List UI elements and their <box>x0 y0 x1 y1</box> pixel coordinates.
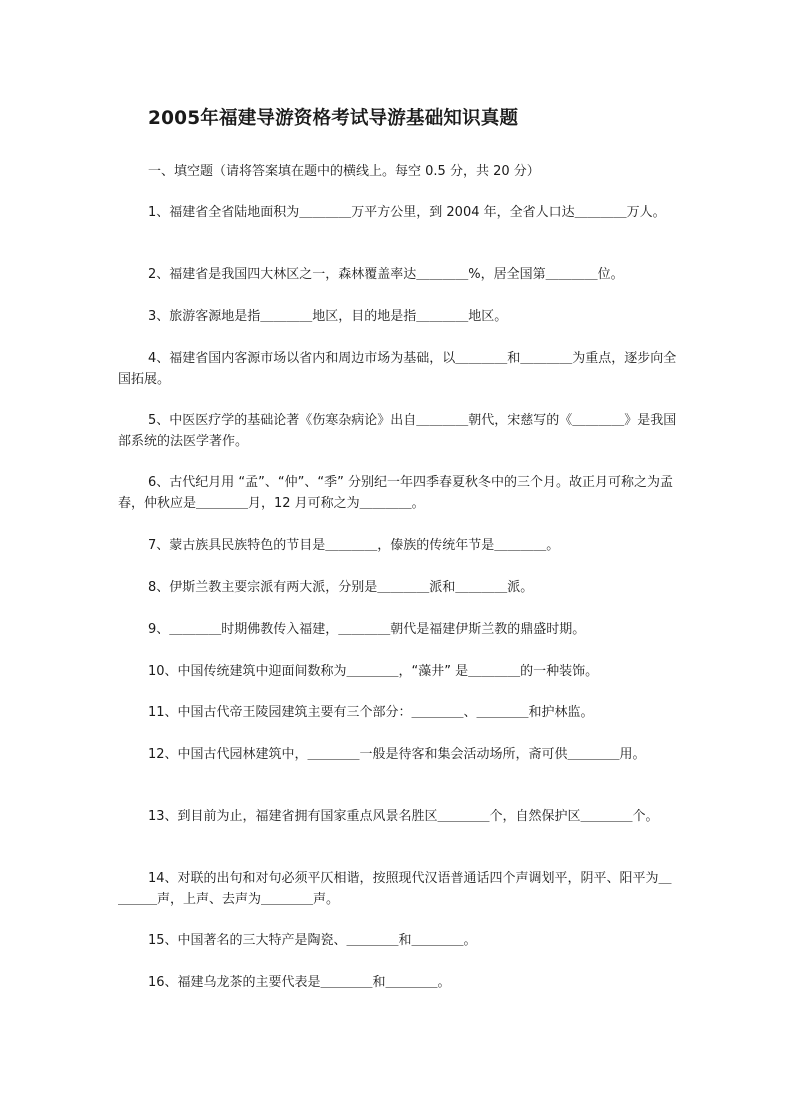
question-1: 1、福建省全省陆地面积为＿＿＿＿万平方公里，到 2004 年，全省人口达＿＿＿＿万人。 <box>148 205 666 220</box>
question-3: 3、旅游客源地是指＿＿＿＿地区，目的地是指＿＿＿＿地区。 <box>148 309 508 324</box>
question-9: 9、＿＿＿＿时期佛教传入福建，＿＿＿＿朝代是福建伊斯兰教的鼎盛时期。 <box>148 622 586 637</box>
question-12: 12、中国古代园林建筑中，＿＿＿＿一般是待客和集会活动场所，斋可供＿＿＿＿用。 <box>148 747 646 762</box>
section-heading: 一、填空题（请将答案填在题中的横线上。每空 0.5 分，共 20 分） <box>148 164 540 179</box>
question-5: 5、中医医疗学的基础论著《伤寒杂病论》出自＿＿＿＿朝代，宋慈写的《＿＿＿＿》是我国部系统的法医学著作。 <box>118 413 677 449</box>
question-7: 7、蒙古族具民族特色的节目是＿＿＿＿，傣族的传统年节是＿＿＿＿。 <box>148 538 560 553</box>
question-14: 14、对联的出句和对句必须平仄相谐，按照现代汉语普通话四个声调划平，阴平、阳平为＿＿＿＿声，上声、去声为＿＿＿＿声。 <box>118 871 672 907</box>
question-13: 13、到目前为止，福建省拥有国家重点风景名胜区＿＿＿＿个，自然保护区＿＿＿＿个。 <box>148 809 659 824</box>
question-11: 11、中国古代帝王陵园建筑主要有三个部分：＿＿＿＿、＿＿＿＿和护林监。 <box>148 705 594 720</box>
question-2: 2、福建省是我国四大林区之一，森林覆盖率达＿＿＿＿%，居全国第＿＿＿＿位。 <box>148 267 624 282</box>
question-10: 10、中国传统建筑中迎面间数称为＿＿＿＿，“藻井” 是＿＿＿＿的一种装饰。 <box>148 664 599 679</box>
question-15: 15、中国著名的三大特产是陶瓷、＿＿＿＿和＿＿＿＿。 <box>148 933 477 948</box>
question-6: 6、古代纪月用 “孟”、“仲”、“季” 分别纪一年四季春夏秋冬中的三个月。故正月可称之为孟春，仲秋应是＿＿＿＿月，12 月可称之为＿＿＿＿。 <box>118 475 673 511</box>
question-8: 8、伊斯兰教主要宗派有两大派，分别是＿＿＿＿派和＿＿＿＿派。 <box>148 580 534 595</box>
document-title: 2005年福建导游资格考试导游基础知识真题 <box>148 108 519 129</box>
question-4: 4、福建省国内客源市场以省内和周边市场为基础，以＿＿＿＿和＿＿＿＿为重点，逐步向全国拓展。 <box>118 351 677 387</box>
question-16: 16、福建乌龙茶的主要代表是＿＿＿＿和＿＿＿＿。 <box>148 975 451 990</box>
